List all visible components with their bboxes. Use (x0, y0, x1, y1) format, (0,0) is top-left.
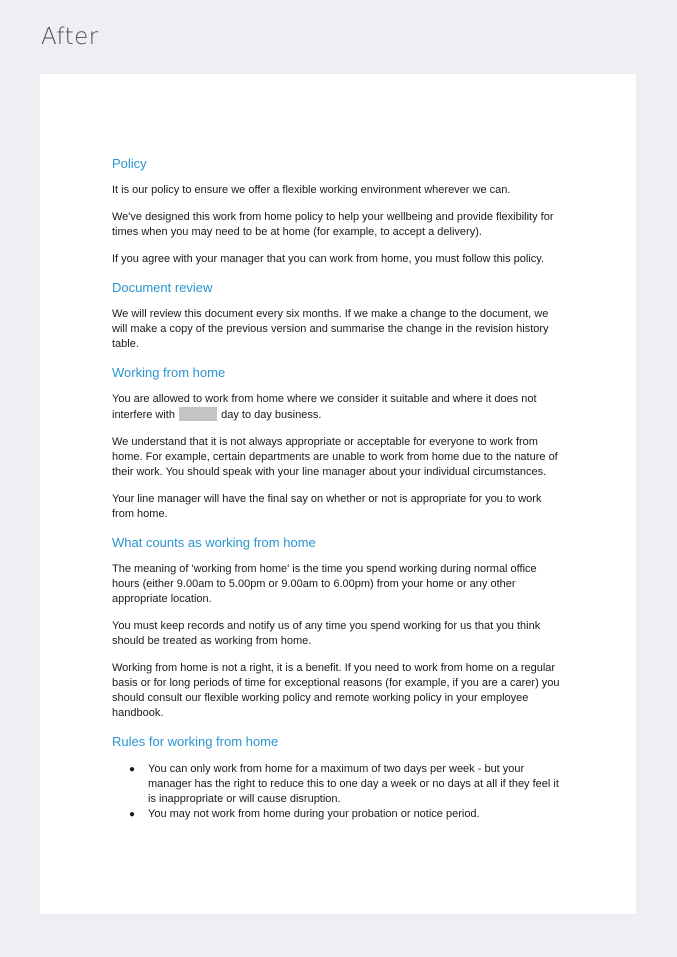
document-content (112, 156, 564, 822)
paragraph: We understand that it is not always appropriate or acceptable for everyone to work from home. For example, certain departments are unable to work from home due to the nature of their work. You should speak with your line manager about your individual circumstances. (112, 436, 558, 478)
heading-working-from-home: Working from home (112, 365, 226, 380)
bullet-icon: ● (129, 764, 136, 775)
paragraph: Working from home is not a right, it is a benefit. If you need to work from home on a regular basis or for long periods of time for exceptional reasons (for example, if you are a carer) you should consult our flexible working policy and remote working policy in your employee handbook. (112, 662, 560, 719)
list-item (112, 807, 564, 822)
paragraph: If you agree with your manager that you can work from home, you must follow this policy. (112, 253, 545, 265)
paragraph: Your line manager will have the final say on whether or not is appropriate for you to work from home. (112, 493, 542, 520)
list-item-text: You may not work from home during your probation or notice period. (148, 808, 480, 820)
heading-document-review: Document review (112, 280, 213, 295)
bullet-icon: ● (129, 809, 136, 820)
paragraph: It is our policy to ensure we offer a flexible working environment wherever we can. (112, 184, 511, 196)
heading-what-counts: What counts as working from home (112, 535, 316, 550)
comparison-label: After (41, 24, 99, 50)
paragraph: We've designed this work from home policy to help your wellbeing and provide flexibility for times when you may need to be at home (for example, to accept a delivery). (112, 211, 554, 238)
paragraph: You must keep records and notify us of any time you spend working for us that you think should be treated as working from home. (112, 620, 541, 647)
redaction-box (179, 407, 217, 421)
paragraph-text-after: day to day business. (221, 409, 322, 421)
document-page (40, 74, 636, 914)
list-item (112, 762, 564, 807)
paragraph-with-redaction (112, 392, 564, 423)
paragraph-text-before: You are allowed to work from home where we consider it suitable and where it does not interfere with (112, 393, 537, 421)
paragraph: The meaning of 'working from home' is the time you spend working during normal office hours (either 9.00am to 5.00pm or 9.00am to 6.00pm) from your home or any other appropriate location. (112, 563, 537, 605)
list-item-text: You can only work from home for a maximum of two days per week - but your manager has the right to reduce this to one day a week or no days at all if they feel it is inappropriate or will cause disruption. (148, 763, 559, 805)
heading-rules: Rules for working from home (112, 734, 279, 749)
heading-policy: Policy (112, 156, 147, 171)
paragraph: We will review this document every six months. If we make a change to the document, we will make a copy of the previous version and summarise the change in the revision history table. (112, 308, 549, 350)
rules-list (112, 762, 564, 822)
